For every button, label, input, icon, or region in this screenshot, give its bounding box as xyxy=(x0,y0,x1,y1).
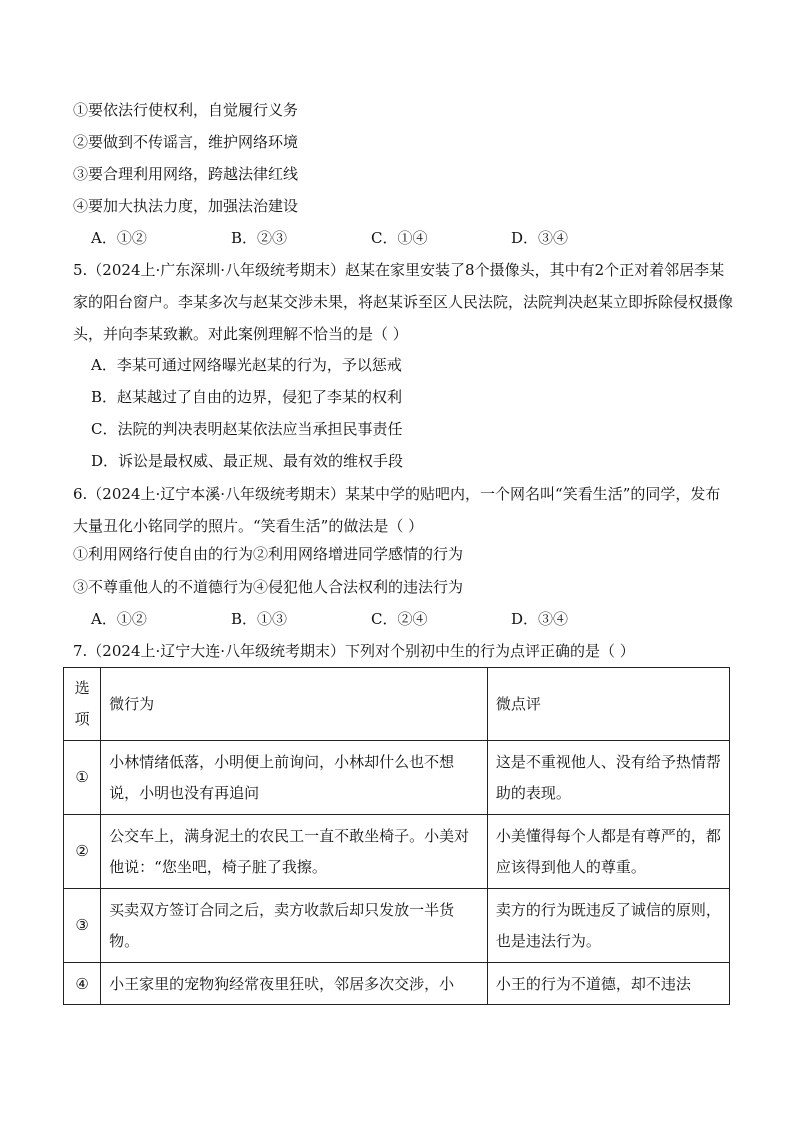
question-6-stem: 6.（2024上·辽宁本溪·八年级统考期末）某某中学的贴吧内，一个网名叫“笑看生活”的同学，发布大量丑化小铭同学的照片。“笑看生活”的做法是（ ） xyxy=(73,485,721,535)
table-row xyxy=(64,741,730,815)
prev-options xyxy=(91,228,568,248)
q5-choice-c: C．法院的判决表明赵某依法应当承担民事责任 xyxy=(91,420,403,438)
option-d: D．③④ xyxy=(511,610,569,628)
q6-options xyxy=(91,609,568,629)
option-d: D．③④ xyxy=(511,229,569,247)
question-7-stem: 7.（2024上·辽宁大连·八年级统考期末）下列对个别初中生的行为点评正确的是（ ） xyxy=(73,642,635,660)
row-option: ④ xyxy=(64,963,101,1005)
statement-1: ①要依法行使权利，自觉履行义务 xyxy=(73,101,299,119)
header-behavior: 微行为 xyxy=(101,668,488,741)
q6-statements-2: ③不尊重他人的不道德行为④侵犯他人合法权利的违法行为 xyxy=(73,578,464,596)
statement-4: ④要加大执法力度，加强法治建设 xyxy=(73,197,299,215)
row-behavior: 小林情绪低落，小明便上前询问，小林却什么也不想说，小明也没有再追问 xyxy=(101,741,488,815)
row-review: 小美懂得每个人都是有尊严的，都应该得到他人的尊重。 xyxy=(487,815,729,889)
row-behavior: 小王家里的宠物狗经常夜里狂吠，邻居多次交涉，小 xyxy=(101,963,488,1005)
option-b: B．①③ xyxy=(231,610,288,628)
q6-statements-1: ①利用网络行使自由的行为②利用网络增进同学感情的行为 xyxy=(73,545,464,563)
header-option: 选项 xyxy=(64,668,101,741)
table-row xyxy=(64,815,730,889)
row-option: ① xyxy=(64,741,101,815)
q5-choice-d: D．诉讼是最权威、最正规、最有效的维权手段 xyxy=(91,452,404,470)
header-review: 微点评 xyxy=(487,668,729,741)
table-row xyxy=(64,889,730,963)
behavior-review-table xyxy=(63,667,730,1005)
row-review: 卖方的行为既违反了诚信的原则，也是违法行为。 xyxy=(487,889,729,963)
row-behavior: 买卖双方签订合同之后，卖方收款后却只发放一半货物。 xyxy=(101,889,488,963)
option-c: C．②④ xyxy=(371,610,428,628)
row-behavior: 公交车上，满身泥土的农民工一直不敢坐椅子。小美对他说：“您坐吧，椅子脏了我擦。 xyxy=(101,815,488,889)
option-a: A．①② xyxy=(91,229,147,247)
statement-3: ③要合理利用网络，跨越法律红线 xyxy=(73,165,299,183)
question-5-stem: 5.（2024上·广东深圳·八年级统考期末）赵某在家里安装了8个摄像头，其中有2个正对着邻居李某家的阳台窗户。李某多次与赵某交涉未果，将赵某诉至区人民法院，法院判决赵某立即拆除侵权摄像头，并向李某致歉。对此案例理解不恰当的是（ ） xyxy=(73,261,734,343)
q5-choice-b: B．赵某越过了自由的边界，侵犯了李某的权利 xyxy=(91,388,403,406)
table-row xyxy=(64,963,730,1005)
row-option: ② xyxy=(64,815,101,889)
row-option: ③ xyxy=(64,889,101,963)
q5-choice-a: A．李某可通过网络曝光赵某的行为，予以惩戒 xyxy=(91,356,402,374)
option-c: C．①④ xyxy=(371,229,428,247)
statement-2: ②要做到不传谣言，维护网络环境 xyxy=(73,133,299,151)
table-header-row xyxy=(64,668,730,741)
option-b: B．②③ xyxy=(231,229,288,247)
row-review: 小王的行为不道德，却不违法 xyxy=(487,963,729,1005)
option-a: A．①② xyxy=(91,610,147,628)
row-review: 这是不重视他人、没有给予热情帮助的表现。 xyxy=(487,741,729,815)
